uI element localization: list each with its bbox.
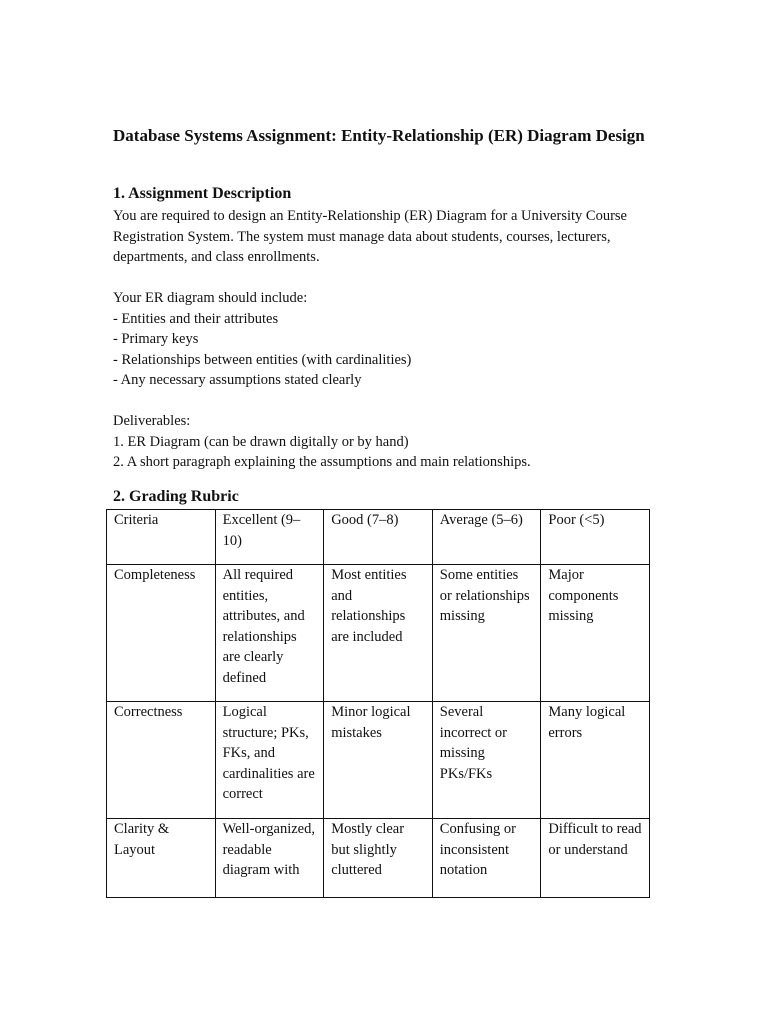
- list-item: - Relationships between entities (with cardinalities): [113, 351, 412, 368]
- column-header: Poor (<5): [541, 510, 650, 565]
- table-cell: Several incorrect or missing PKs/FKs: [432, 702, 541, 819]
- table-cell: Many logical errors: [541, 702, 650, 819]
- table-cell: Most entities and relationships are included: [324, 565, 433, 702]
- list-item: 2. A short paragraph explaining the assumptions and main relationships.: [113, 454, 531, 470]
- table-cell: Major components missing: [541, 565, 650, 702]
- deliverables-heading: Deliverables:: [113, 413, 191, 429]
- deliverables-list: [113, 411, 658, 473]
- table-cell: Some entities or relationships missing: [432, 565, 541, 702]
- include-heading: Your ER diagram should include:: [113, 290, 308, 306]
- section-heading-rubric: 2. Grading Rubric: [113, 488, 239, 505]
- table-cell: Well-organized, readable diagram with: [215, 819, 324, 898]
- table-row: [107, 819, 650, 898]
- document-title: Database Systems Assignment: Entity-Relationship (ER) Diagram Design: [113, 126, 645, 145]
- table-cell: All required entities, attributes, and relationships are clearly defined: [215, 565, 324, 702]
- table-cell-criteria: Completeness: [107, 565, 216, 702]
- list-item: 1. ER Diagram (can be drawn digitally or by hand): [113, 433, 409, 450]
- rubric-table: [106, 509, 650, 898]
- section-heading-description: 1. Assignment Description: [113, 185, 292, 202]
- include-list: [113, 288, 658, 391]
- table-cell: Confusing or inconsistent notation: [432, 819, 541, 898]
- list-item: - Entities and their attributes: [113, 310, 279, 327]
- column-header: Good (7–8): [324, 510, 433, 565]
- table-header-row: [107, 510, 650, 565]
- description-paragraph: [113, 206, 658, 268]
- table-row: [107, 565, 650, 702]
- description-intro: You are required to design an Entity-Relationship (ER) Diagram for a University Course Registration System. The system must manage data about students, courses, lecturers, departments, and class enrollments.: [113, 208, 631, 265]
- table-cell: Difficult to read or understand: [541, 819, 650, 898]
- table-cell: Mostly clear but slightly cluttered: [324, 819, 433, 898]
- column-header: Average (5–6): [432, 510, 541, 565]
- table-cell: Minor logical mistakes: [324, 702, 433, 819]
- column-header: Criteria: [107, 510, 216, 565]
- list-item: - Any necessary assumptions stated clearly: [113, 372, 362, 388]
- table-cell: Logical structure; PKs, FKs, and cardinalities are correct: [215, 702, 324, 819]
- table-cell-criteria: Correctness: [107, 702, 216, 819]
- table-cell-criteria: Clarity & Layout: [107, 819, 216, 898]
- column-header: Excellent (9–10): [215, 510, 324, 565]
- table-row: [107, 702, 650, 819]
- list-item: - Primary keys: [113, 331, 199, 347]
